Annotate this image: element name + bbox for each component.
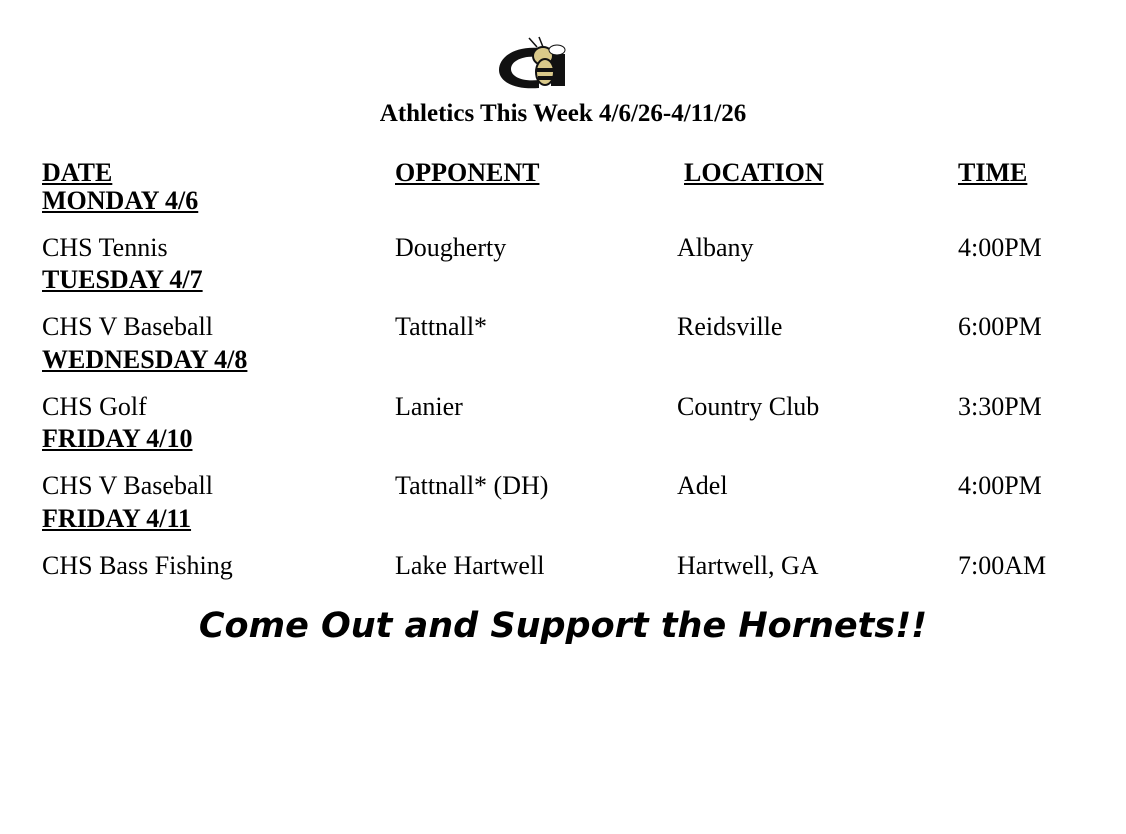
page-title: Athletics This Week 4/6/26-4/11/26 xyxy=(379,100,747,127)
schedule-opponent: Tattnall* xyxy=(395,312,488,341)
schedule-event: CHS Tennis xyxy=(42,233,168,262)
schedule-location: Reidsville xyxy=(677,312,783,341)
schedule-event: CHS Bass Fishing xyxy=(42,551,233,580)
schedule-opponent: Lake Hartwell xyxy=(395,551,545,580)
footer-slogan: Come Out and Support the Hornets!! xyxy=(198,606,928,646)
schedule-opponent: Dougherty xyxy=(395,233,507,262)
schedule-event: CHS Golf xyxy=(42,392,147,421)
header-date: DATE xyxy=(42,158,113,187)
schedule-location: Hartwell, GA xyxy=(677,551,819,580)
schedule-time: 4:00PM xyxy=(958,471,1042,500)
day-heading: MONDAY 4/6 xyxy=(42,186,199,215)
schedule-time: 6:00PM xyxy=(958,312,1042,341)
schedule-location: Adel xyxy=(677,471,728,500)
day-heading: TUESDAY 4/7 xyxy=(42,265,203,294)
day-heading: FRIDAY 4/10 xyxy=(42,424,193,453)
schedule-opponent: Tattnall* (DH) xyxy=(395,471,549,500)
schedule-location: Albany xyxy=(677,233,754,262)
hornet-logo xyxy=(493,36,585,92)
day-heading: FRIDAY 4/11 xyxy=(42,504,192,533)
schedule-time: 3:30PM xyxy=(958,392,1042,421)
schedule-time: 7:00AM xyxy=(958,551,1047,580)
header-opponent: OPPONENT xyxy=(395,158,540,187)
schedule-opponent: Lanier xyxy=(395,392,463,421)
schedule-event: CHS V Baseball xyxy=(42,312,213,341)
schedule-event: CHS V Baseball xyxy=(42,471,213,500)
schedule-location: Country Club xyxy=(677,392,820,421)
header-location: LOCATION xyxy=(684,158,824,187)
header-time: TIME xyxy=(958,158,1028,187)
schedule-time: 4:00PM xyxy=(958,233,1042,262)
day-heading: WEDNESDAY 4/8 xyxy=(42,345,248,374)
